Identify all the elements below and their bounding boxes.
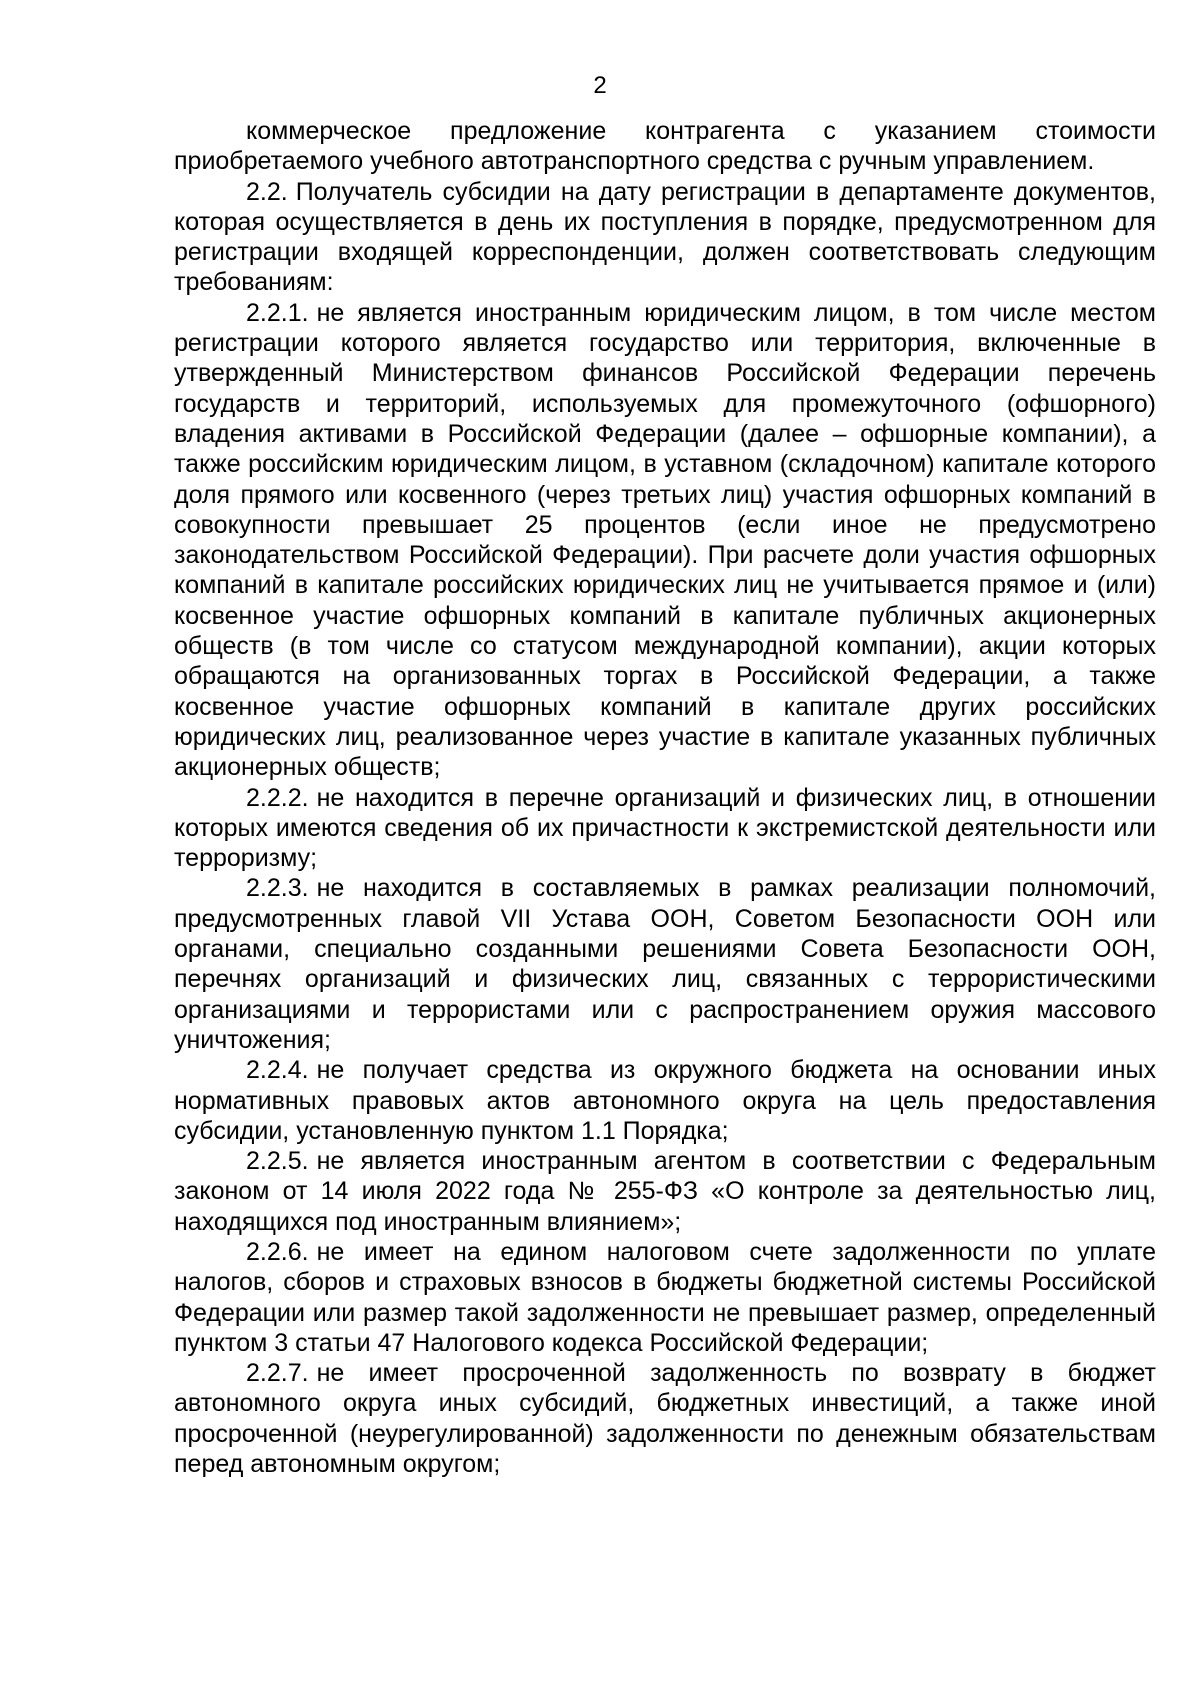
paragraph-number: 2.2. bbox=[246, 177, 288, 206]
paragraph-number: 2.2.5. bbox=[246, 1147, 309, 1176]
paragraph-text: не является иностранным агентом в соответствии с Федеральным законом от 14 июля 2022 года № 255-ФЗ «О контроле за деятельностью лиц, находящихся под иностранным влиянием»; bbox=[174, 1147, 1156, 1236]
paragraph-number: 2.2.1. bbox=[246, 298, 309, 327]
paragraph-2-2-4 bbox=[174, 1055, 1156, 1146]
paragraph-number: 2.2.2. bbox=[246, 783, 309, 812]
paragraph-text: Получатель субсидии на дату регистрации в департаменте документов, которая осуществляется в день их поступления в порядке, предусмотренном для регистрации входящей корреспонденции, должен соответствовать следующим требованиям: bbox=[174, 177, 1156, 297]
paragraph-number: 2.2.6. bbox=[246, 1237, 309, 1266]
page-number: 2 bbox=[593, 72, 607, 99]
paragraph-text: не имеет просроченной задолженность по возврату в бюджет автономного округа иных субсидий, бюджетных инвестиций, а также иной просроченной (неурегулированной) задолженности по денежным обязательствам перед автономным округом; bbox=[174, 1359, 1156, 1479]
paragraph-2-2-7 bbox=[174, 1358, 1156, 1479]
paragraph-text: не получает средства из окружного бюджета на основании иных нормативных правовых актов автономного округа на цель предоставления субсидии, установленную пунктом 1.1 Порядка; bbox=[174, 1056, 1156, 1145]
paragraph-2-2-6 bbox=[174, 1237, 1156, 1358]
paragraph-text: не находится в составляемых в рамках реализации полномочий, предусмотренных главой VII Устава ООН, Советом Безопасности ООН или органами, специально созданными решениями Совета Безопасности ООН, перечнях организаций и физических лиц, связанных с террористическими организациями и террористами или с распространением оружия массового уничтожения; bbox=[174, 874, 1156, 1054]
paragraph-number: 2.2.7. bbox=[246, 1359, 309, 1388]
paragraph-number: 2.2.4. bbox=[246, 1056, 309, 1085]
paragraph-number: 2.2.3. bbox=[246, 874, 309, 903]
paragraph-2-2-1 bbox=[174, 298, 1156, 783]
paragraph-2-2 bbox=[174, 177, 1156, 298]
document-body bbox=[174, 116, 1156, 1479]
paragraph-2-2-5 bbox=[174, 1146, 1156, 1237]
paragraph-text: не имеет на едином налоговом счете задолженности по уплате налогов, сборов и страховых взносов в бюджеты бюджетной системы Российской Федерации или размер такой задолженности не превышает размер, определенный пунктом 3 статьи 47 Налогового кодекса Российской Федерации; bbox=[174, 1237, 1156, 1357]
paragraph-text: не находится в перечне организаций и физических лиц, в отношении которых имеются сведения об их причастности к экстремистской деятельности или терроризму; bbox=[174, 783, 1156, 873]
paragraph-text: не является иностранным юридическим лицом, в том числе местом регистрации которого является государство или территория, включенные в утвержденный Министерством финансов Российской Федерации перечень государств и территорий, используемых для промежуточного (офшорного) владения активами в Российской Федерации (далее – офшорные компании), а также российским юридическим лицом, в уставном (складочном) капитале которого доля прямого или косвенного (через третьих лиц) участия офшорных компаний в совокупности превышает 25 процентов (если иное не предусмотрено законодательством Российской Федерации). При расчете доли участия офшорных компаний в капитале российских юридических лиц не учитывается прямое и (или) косвенное участие офшорных компаний в капитале публичных акционерных обществ (в том числе со статусом международной компании), акции которых обращаются на организованных торгах в Российской Федерации, а также косвенное участие офшорных компаний в капитале других российских юридических лиц, реализованное через участие в капитале указанных публичных акционерных обществ; bbox=[174, 298, 1156, 782]
paragraph-2-2-2 bbox=[174, 783, 1156, 874]
paragraph-text: коммерческое предложение контрагента с указанием стоимости приобретаемого учебного автотранспортного средства с ручным управлением. bbox=[174, 117, 1156, 176]
paragraph-continuation bbox=[174, 116, 1156, 177]
paragraph-2-2-3 bbox=[174, 873, 1156, 1055]
